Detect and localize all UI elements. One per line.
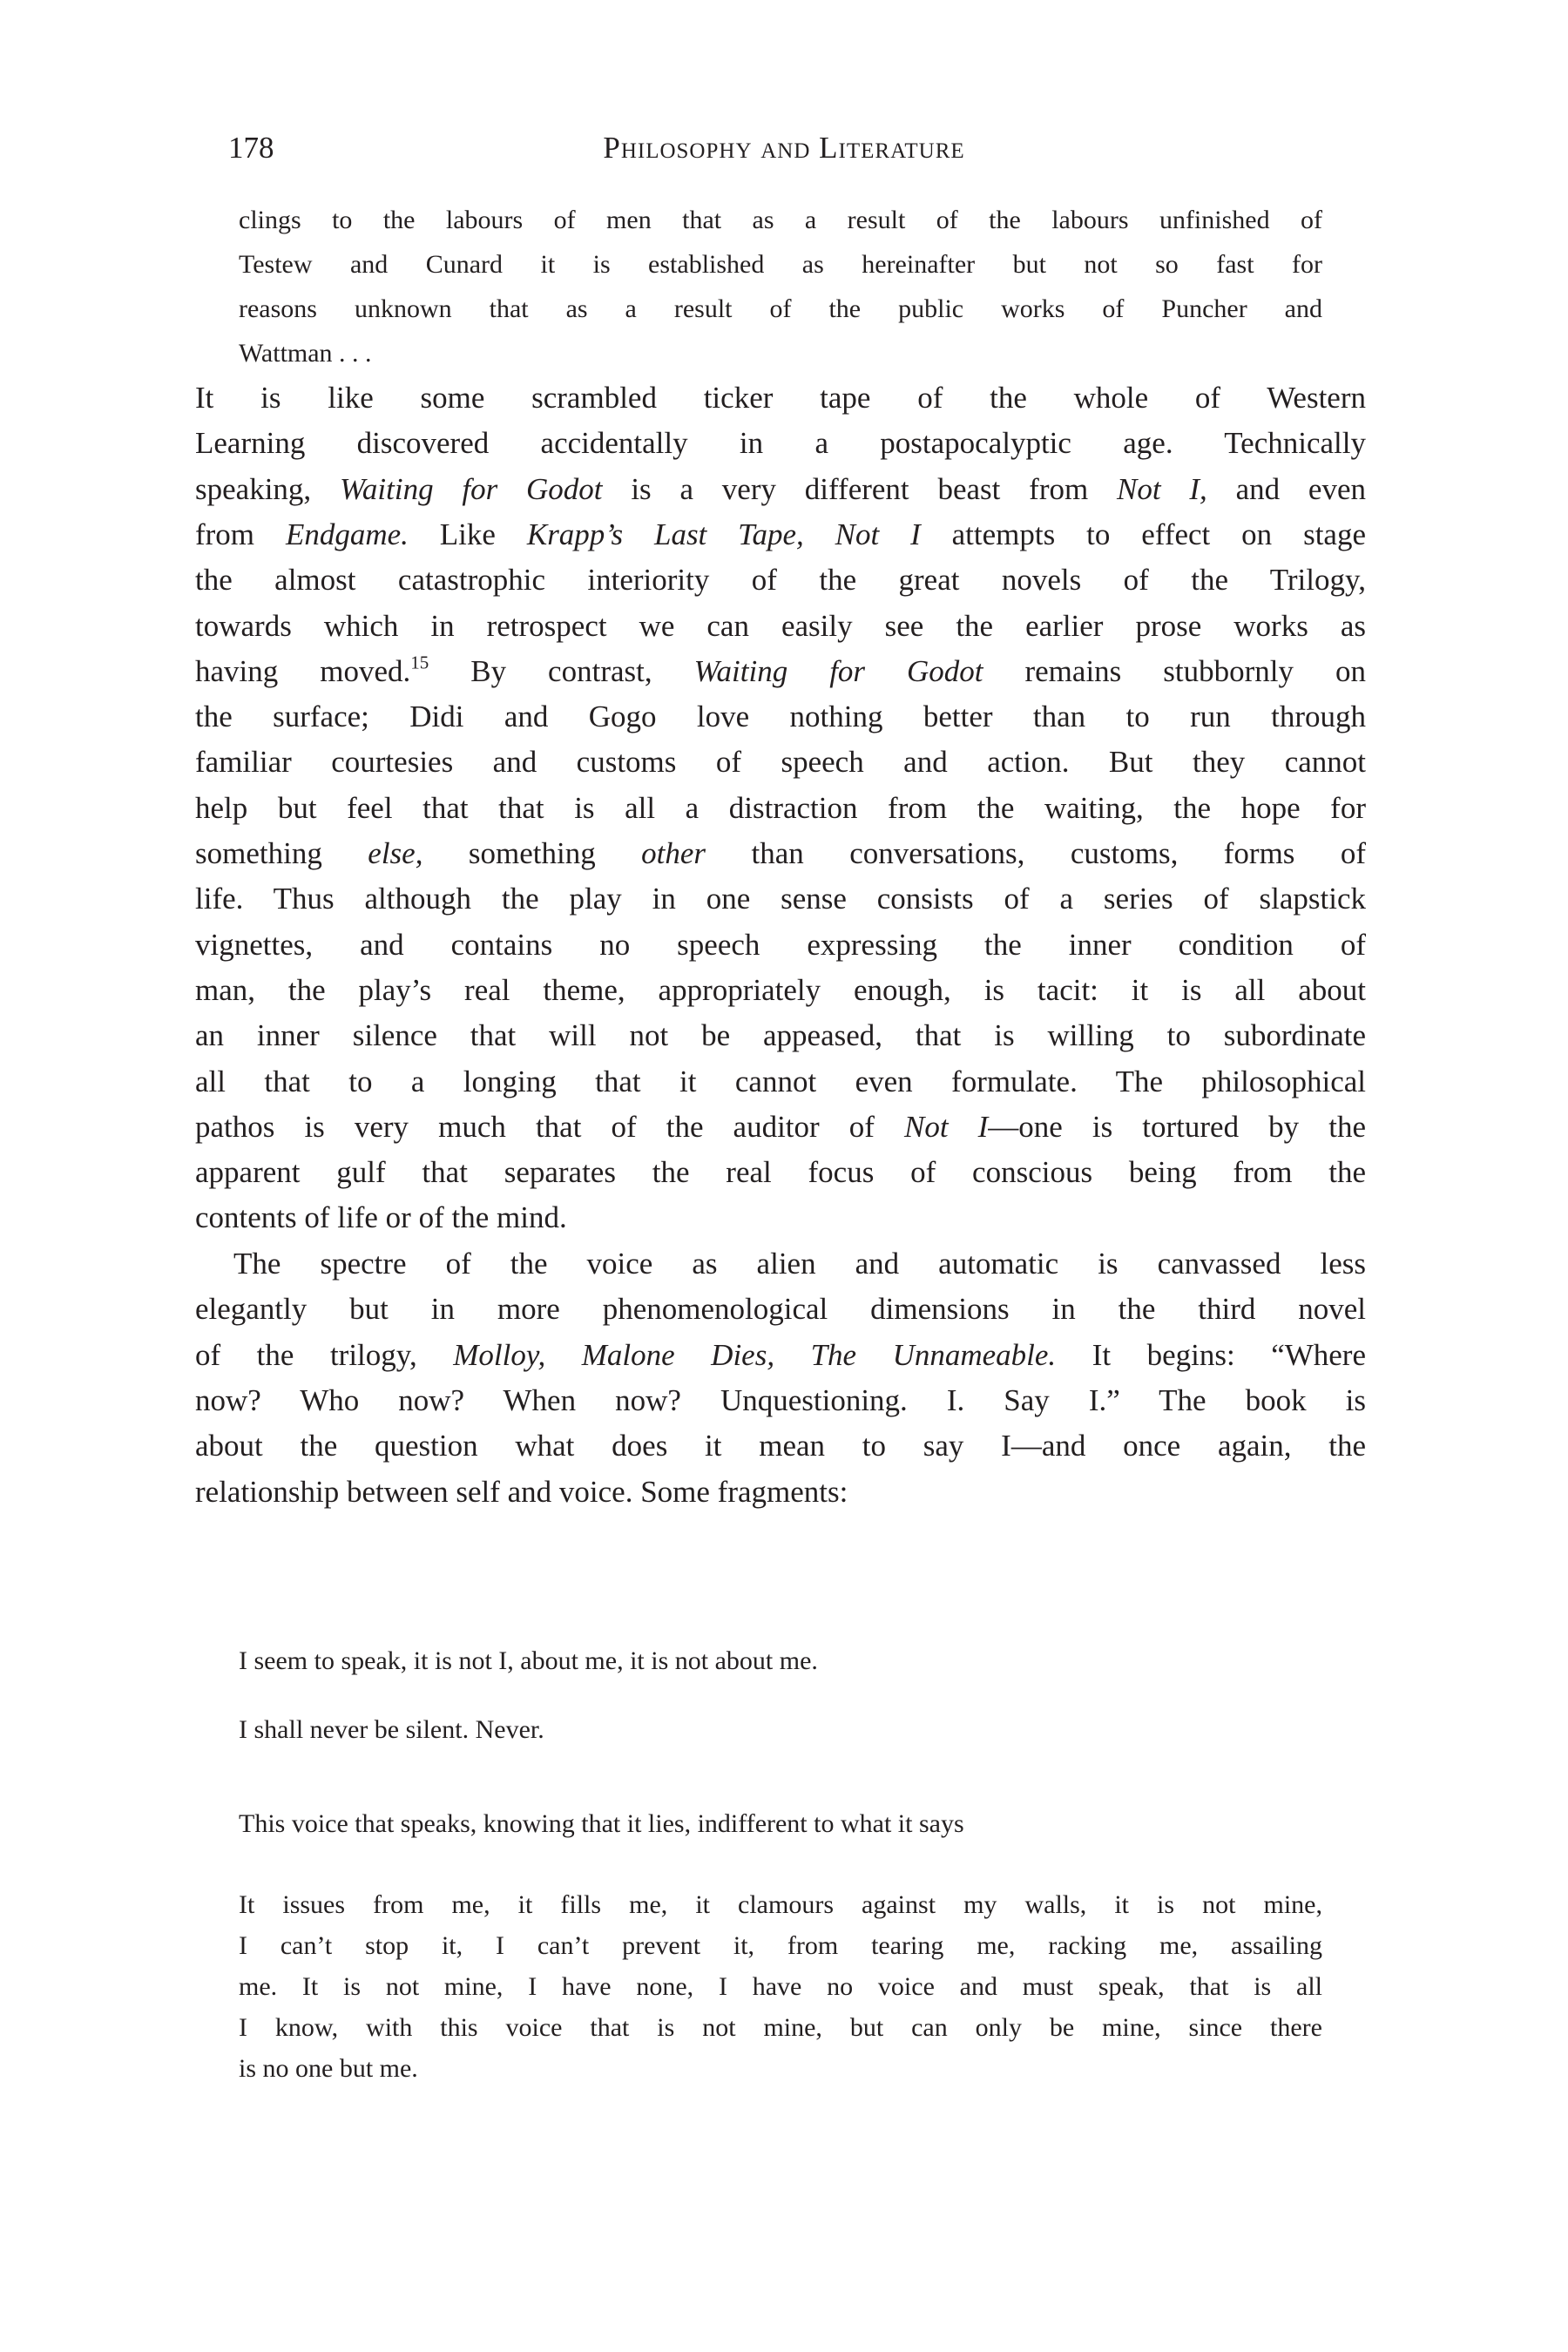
paragraph-line <box>195 882 1366 934</box>
fragment-quote-line <box>239 1646 1322 1699</box>
text-run: It is like some scrambled ticker tape of the whole of Western <box>195 381 1366 415</box>
footnote-ref: 15 <box>410 653 429 673</box>
text-run: Learning discovered accidentally in a postapocalyptic age. Technically <box>195 426 1366 461</box>
paragraph-line <box>195 1200 1366 1253</box>
text-run: having moved. <box>195 653 411 688</box>
paragraph-line <box>195 381 1366 433</box>
text-run: now? Who now? When now? Unquestioning. I. Say I.” The book is <box>195 1382 1366 1417</box>
text-run: help but feel that that is all a distraction from the waiting, the hope for <box>195 790 1366 825</box>
text-run: man, the play’s real theme, appropriately enough, is tacit: it is all about <box>195 972 1366 1007</box>
italic-title: other <box>641 836 706 870</box>
text-run: Testew and Cunard it is established as hereinafter but not so fast for <box>239 250 1322 279</box>
text-run: contents of life or of the mind. <box>195 1200 567 1235</box>
text-run: I shall never be silent. Never. <box>239 1715 544 1744</box>
text-run: By contrast, <box>429 653 694 688</box>
paragraph-line <box>195 1429 1366 1481</box>
text-run: pathos is very much that of the auditor of <box>195 1109 904 1144</box>
paragraph-line <box>195 1155 1366 1207</box>
text-run: reasons unknown that as a result of the public works of Puncher and <box>239 294 1322 323</box>
text-run: all that to a longing that it cannot even formulate. The philosophical <box>195 1064 1366 1098</box>
italic-title: Molloy, Malone Dies, The Unnameable. <box>453 1337 1057 1372</box>
paragraph-line <box>195 1475 1366 1527</box>
paragraph-line <box>195 1383 1366 1436</box>
text-run: life. Thus although the play in one sense consists of a series of slapstick <box>195 882 1366 916</box>
paragraph-line <box>195 654 1366 706</box>
paragraph-line <box>195 745 1366 797</box>
text-run: attempts to effect on stage <box>920 517 1366 551</box>
text-run: speaking, <box>195 471 340 506</box>
text-run: an inner silence that will not be appeased, that is willing to subordinate <box>195 1018 1366 1053</box>
text-run: Like <box>408 517 527 551</box>
fragment-quote-line <box>239 2054 1322 2106</box>
text-run: vignettes, and contains no speech expressing the inner condition of <box>195 927 1366 962</box>
paragraph-line <box>195 1018 1366 1071</box>
text-run: is a very different beast from <box>602 471 1117 506</box>
text-run: and even <box>1206 471 1366 506</box>
paragraph-line <box>195 472 1366 524</box>
text-run: elegantly but in more phenomenological dimensions in the third novel <box>195 1292 1366 1327</box>
text-run: relationship between self and voice. Some fragments: <box>195 1474 848 1509</box>
fragment-quote-line <box>239 1715 1322 1767</box>
italic-title: else, <box>368 836 423 870</box>
italic-title: Not I <box>903 1109 989 1144</box>
text-run: about the question what does it mean to say I—and once again, the <box>195 1429 1366 1463</box>
paragraph-line <box>195 1247 1366 1299</box>
text-run: me. It is not mine, I have none, I have no voice and must speak, that is all <box>239 1972 1322 2001</box>
text-run: This voice that speaks, knowing that it lies, indifferent to what it says <box>239 1809 964 1838</box>
text-run: —one is tortured by the <box>988 1109 1366 1144</box>
text-run: remains stubbornly on <box>983 653 1366 688</box>
paragraph-line <box>195 426 1366 478</box>
italic-title: Waiting for Godot <box>693 653 983 688</box>
text-run: of the trilogy, <box>195 1337 454 1372</box>
text-run: It issues from me, it fills me, it clamours against my walls, it is not mine, <box>239 1890 1322 1919</box>
italic-title: Krapp’s Last Tape, Not I <box>526 517 921 551</box>
paragraph-line <box>195 1064 1366 1117</box>
text-run: I can’t stop it, I can’t prevent it, from tearing me, racking me, assailing <box>239 1931 1322 1960</box>
text-run: It begins: “Where <box>1056 1337 1366 1372</box>
italic-title: Endgame. <box>285 517 409 551</box>
italic-title: Waiting for Godot <box>339 471 603 506</box>
paragraph-line <box>195 1338 1366 1390</box>
italic-title: Not I, <box>1117 471 1207 506</box>
text-run: towards which in retrospect we can easily see the earlier prose works as <box>195 608 1366 643</box>
text-run: clings to the labours of men that as a result of the labours unfinished of <box>239 206 1322 234</box>
paragraph-line <box>195 609 1366 661</box>
text-run: Wattman . . . <box>239 339 372 368</box>
text-run: apparent gulf that separates the real focus of conscious being from the <box>195 1155 1366 1190</box>
paragraph-line <box>195 973 1366 1025</box>
text-run: The spectre of the voice as alien and automatic is canvassed less <box>233 1247 1366 1281</box>
page-number: 178 <box>228 131 274 165</box>
text-run: from <box>195 517 286 551</box>
text-run: something <box>422 836 642 870</box>
paragraph-line <box>195 517 1366 570</box>
text-run: something <box>195 836 368 870</box>
paragraph-line <box>195 836 1366 889</box>
paragraph-line <box>195 928 1366 980</box>
text-run: I seem to speak, it is not I, about me, it is not about me. <box>239 1646 818 1675</box>
text-run: I know, with this voice that is not mine, but can only be mine, since there <box>239 2013 1322 2042</box>
paragraph-line <box>195 1110 1366 1162</box>
text-run: than conversations, customs, forms of <box>706 836 1366 870</box>
running-head: Philosophy and Literature <box>603 131 965 165</box>
fragment-quote-line <box>239 1809 1322 1862</box>
paragraph-line <box>195 563 1366 615</box>
text-run: the almost catastrophic interiority of the great novels of the Trilogy, <box>195 563 1366 598</box>
paragraph-line <box>195 791 1366 843</box>
paragraph-line <box>195 700 1366 752</box>
paragraph-line <box>195 1292 1366 1344</box>
text-run: is no one but me. <box>239 2054 418 2083</box>
text-run: familiar courtesies and customs of speech and action. But they cannot <box>195 745 1366 780</box>
text-run: the surface; Didi and Gogo love nothing better than to run through <box>195 700 1366 734</box>
